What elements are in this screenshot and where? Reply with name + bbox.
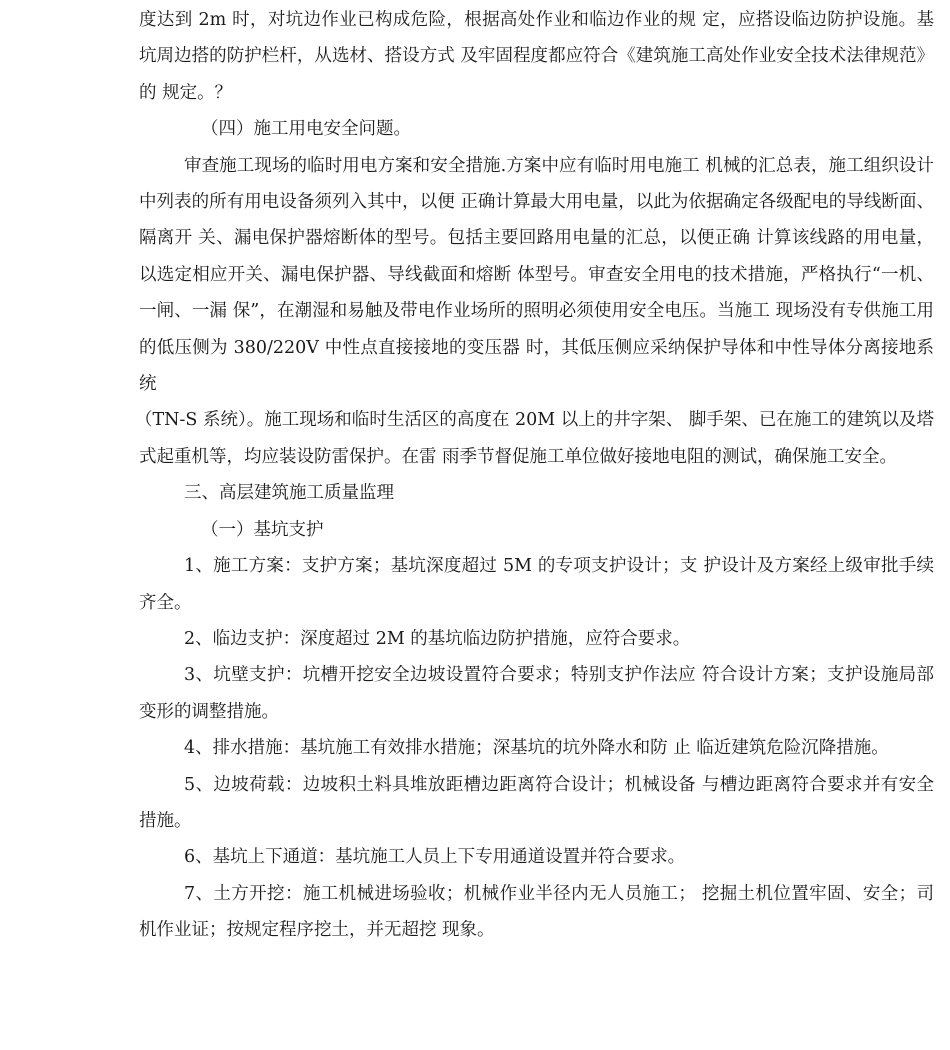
paragraph-electrical-plan-review: 审查施工现场的临时用电方案和安全措施.方案中应有临时用电施工 机械的汇总表，施工组织设计中列表的所有用电设备须列入其中，以便 正确计算最大用电量，以此为依据确定各级配电的导线断面、隔离开 关、漏电保护器熔断体的型号。包括主要回路用电量的汇总，以便正确 计算该线路的用电量，以选定相应开关、漏电保护器、导线截面和熔断 体型号。审查安全用电的技术措施，严格执行“一机、一闸、一漏 保”，在潮湿和易触及带电作业场所的照明必须使用安全电压。当施工 现场没有专供施工用的低压侧为 380/220V 中性点直接接地的变压器 时，其低压侧应采纳保护导体和中性导体分离接地系统 (139, 155, 934, 395)
heading-electrical-safety: （四）施工用电安全问题。 (201, 119, 411, 140)
item-access-passage: 6、基坑上下通道：基坑施工人员上下专用通道设置并符合要求。 (184, 847, 686, 868)
item-construction-plan: 1、施工方案：支护方案；基坑深度超过 5M 的专项支护设计；支 护设计及方案经上级审批手续齐全。 (139, 556, 934, 613)
item-slope-load: 5、边坡荷载：边坡积土料具堆放距槽边距离符合设计；机械设备 与槽边距离符合要求并有安全措施。 (139, 774, 934, 831)
item-earthwork-excavation: 7、土方开挖：施工机械进场验收；机械作业半径内无人员施工； 挖掘土机位置牢固、安全；司机作业证；按规定程序挖土，并无超挖 现象。 (139, 883, 934, 941)
item-pit-wall-support: 3、坑壁支护：坑槽开挖安全边坡设置符合要求；特别支护作法应 符合设计方案；支护设施局部变形的调整措施。 (139, 665, 934, 722)
item-drainage-measures: 4、排水措施：基坑施工有效排水措施；深基坑的坑外降水和防 止 临近建筑危险沉降措施。 (184, 738, 889, 759)
document-page (135, 2, 934, 949)
heading-quality-supervision: 三、高层建筑施工质量监理 (184, 483, 394, 504)
paragraph-guardrail-requirements: 度达到 2m 时，对坑边作业已构成危险，根据高处作业和临边作业的规 定，应搭设临边防护设施。基坑周边搭的防护栏杆，从选材、搭设方式 及牢固程度都应符合《建筑施工高处作业安全技术法律规范》的 规定。？ (139, 10, 934, 103)
paragraph-lightning-protection: （TN-S 系统）。施工现场和临时生活区的高度在 20M 以上的井字架、 脚手架、已在施工的建筑以及塔式起重机等，均应装设防雷保护。在雷 雨季节督促施工单位做好接地电阻的测试，确保施工安全。 (135, 410, 934, 467)
heading-foundation-pit-support: （一）基坑支护 (201, 519, 324, 540)
item-edge-support: 2、临边支护：深度超过 2M 的基坑临边防护措施，应符合要求。 (184, 628, 691, 649)
